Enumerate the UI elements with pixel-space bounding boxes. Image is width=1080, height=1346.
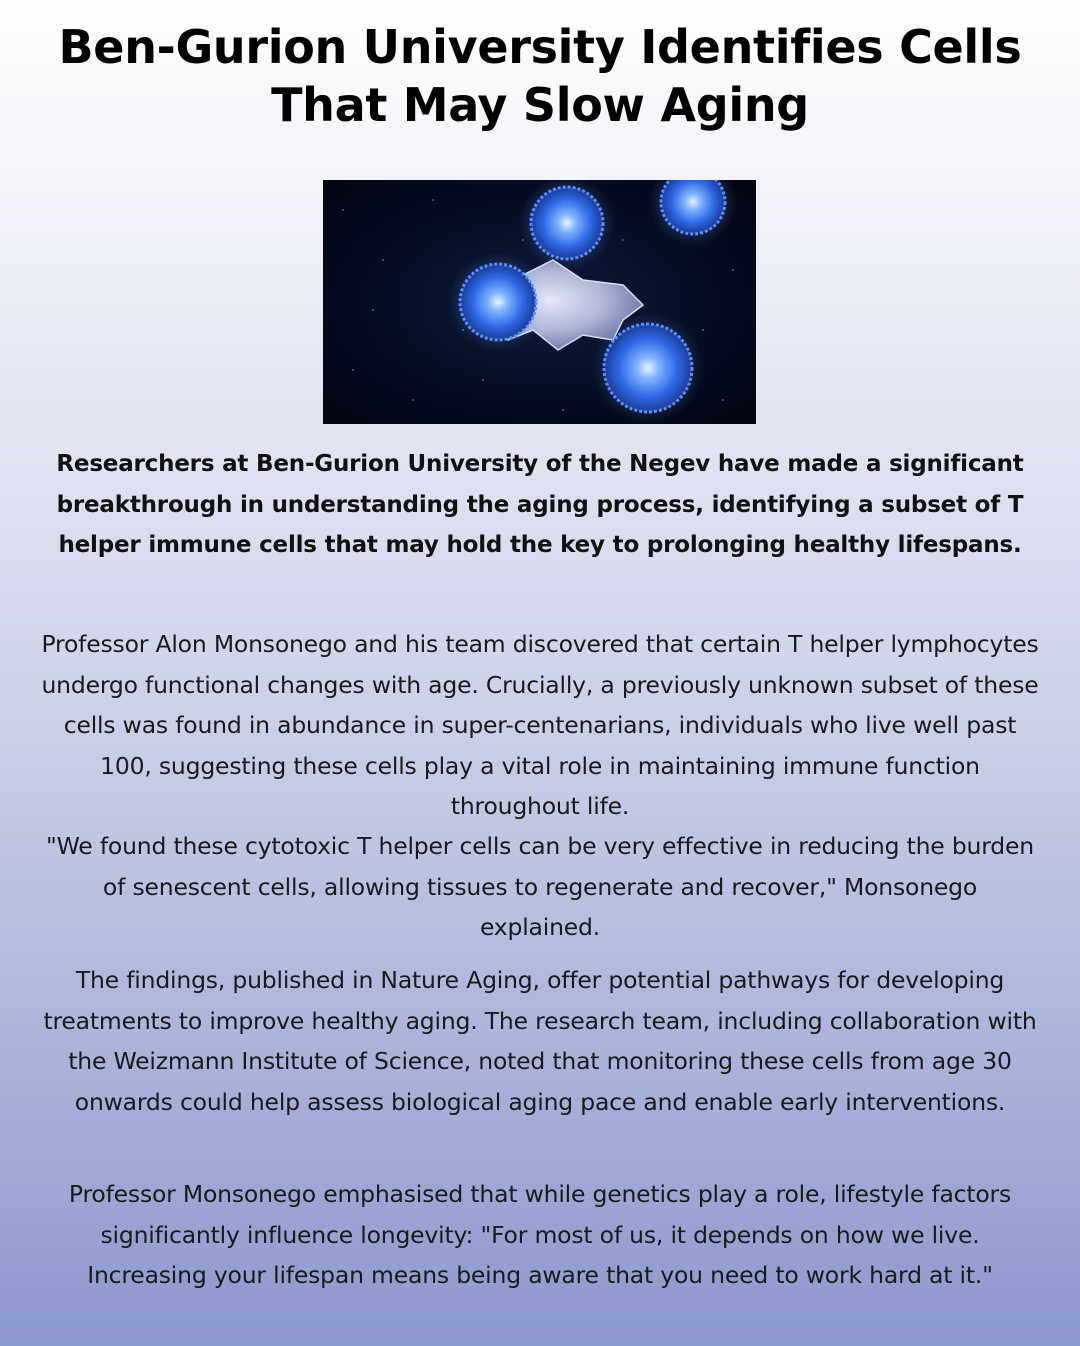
body-paragraph-quote: "We found these cytotoxic T helper cells can be very effective in reducing the burden of senescent cells, allowing tissues to regenerate and recover," Monsonego explained. bbox=[46, 832, 1034, 941]
t-cells-illustration-icon bbox=[323, 180, 756, 424]
t-cell-left bbox=[448, 252, 548, 352]
t-cell-corner bbox=[649, 180, 737, 246]
t-cell-top bbox=[519, 180, 615, 271]
headline: Ben-Gurion University Identifies Cells That May Slow Aging bbox=[58, 20, 1022, 132]
t-cell-right bbox=[592, 312, 704, 424]
body-paragraph-findings: The findings, published in Nature Aging, offer potential pathways for developing treatments to improve healthy aging. The research team, including collaboration with the Weizmann Institute of Science, noted that monitoring these cells from age 30 onwards could help assess biological aging pace and enable early interventions. bbox=[43, 966, 1037, 1116]
t-cells-image bbox=[323, 180, 756, 424]
body-paragraph-discovery: Professor Alon Monsonego and his team discovered that certain T helper lymphocytes undergo functional changes with age. Crucially, a previously unknown subset of these cells was found in abundance in super-centenarians, individuals who live well past 100, suggesting these cells play a vital role in maintaining immune function throughout life. bbox=[41, 630, 1039, 820]
lead-paragraph: Researchers at Ben-Gurion University of the Negev have made a significant breakthrough in understanding the aging process, identifying a subset of T helper immune cells that may hold the key to prolonging healthy lifespans. bbox=[56, 451, 1024, 558]
body-paragraph-lifestyle: Professor Monsonego emphasised that while genetics play a role, lifestyle factors significantly influence longevity: "For most of us, it depends on how we live. Increasing your lifespan means being aware that you need to work hard at it." bbox=[68, 1180, 1012, 1289]
